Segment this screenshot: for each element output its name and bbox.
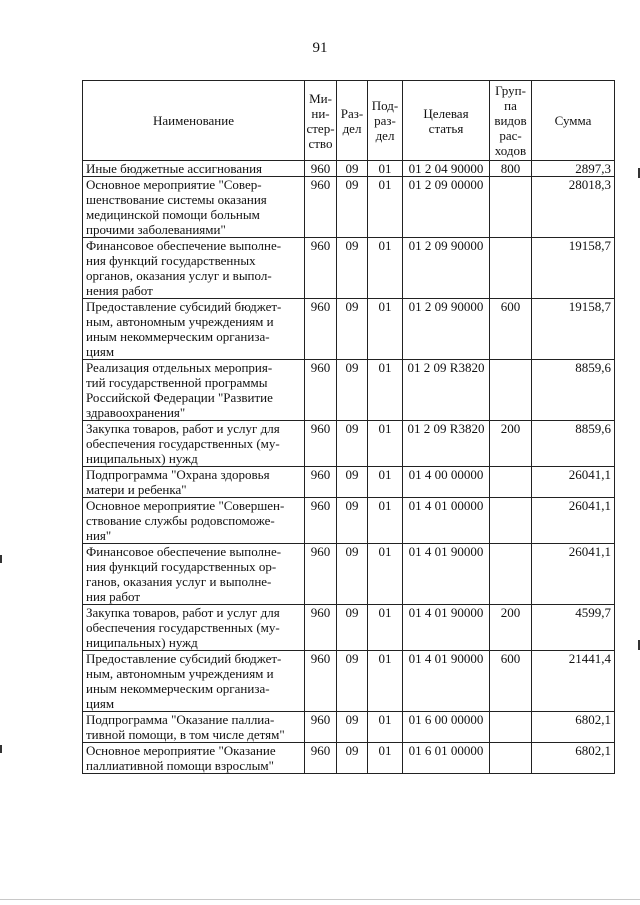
cell-target: 01 4 01 90000 <box>403 544 490 605</box>
cell-target: 01 4 00 00000 <box>403 467 490 498</box>
table-row <box>83 605 615 651</box>
cell-ministry: 960 <box>305 421 337 467</box>
cell-name: Финансовое обеспечение выполне- ния функций государственных органов, оказания услуг и выпол- нения работ <box>83 238 305 299</box>
cell-sum: 26041,1 <box>532 467 615 498</box>
scan-edge-mark <box>0 555 2 563</box>
cell-section: 09 <box>337 498 368 544</box>
cell-sum: 4599,7 <box>532 605 615 651</box>
cell-group <box>490 177 532 238</box>
cell-group: 800 <box>490 161 532 177</box>
cell-sum: 6802,1 <box>532 712 615 743</box>
table-row <box>83 299 615 360</box>
table-row <box>83 360 615 421</box>
cell-section: 09 <box>337 238 368 299</box>
cell-ministry: 960 <box>305 605 337 651</box>
cell-section: 09 <box>337 467 368 498</box>
cell-section: 09 <box>337 712 368 743</box>
table-row <box>83 177 615 238</box>
cell-ministry: 960 <box>305 238 337 299</box>
table-row <box>83 421 615 467</box>
budget-table <box>82 80 615 774</box>
table-row <box>83 467 615 498</box>
cell-subsection: 01 <box>368 712 403 743</box>
cell-target: 01 6 00 00000 <box>403 712 490 743</box>
cell-section: 09 <box>337 743 368 774</box>
header-target: Целевая статья <box>403 81 490 161</box>
cell-name: Подпрограмма "Оказание паллиа- тивной помощи, в том числе детям" <box>83 712 305 743</box>
cell-group: 200 <box>490 605 532 651</box>
cell-target: 01 2 09 R3820 <box>403 360 490 421</box>
scan-bottom-line <box>0 899 640 900</box>
cell-target: 01 2 09 R3820 <box>403 421 490 467</box>
cell-target: 01 6 01 00000 <box>403 743 490 774</box>
cell-group: 600 <box>490 299 532 360</box>
cell-ministry: 960 <box>305 360 337 421</box>
cell-subsection: 01 <box>368 544 403 605</box>
cell-subsection: 01 <box>368 498 403 544</box>
cell-subsection: 01 <box>368 161 403 177</box>
cell-group <box>490 712 532 743</box>
cell-target: 01 2 09 90000 <box>403 238 490 299</box>
cell-ministry: 960 <box>305 299 337 360</box>
cell-group <box>490 467 532 498</box>
cell-name: Иные бюджетные ассигнования <box>83 161 305 177</box>
header-name: Наименование <box>83 81 305 161</box>
cell-section: 09 <box>337 544 368 605</box>
header-sum: Сумма <box>532 81 615 161</box>
cell-name: Основное мероприятие "Оказание паллиативной помощи взрослым" <box>83 743 305 774</box>
cell-sum: 26041,1 <box>532 544 615 605</box>
header-subsection: Под- раз- дел <box>368 81 403 161</box>
page-number: 91 <box>312 40 328 56</box>
cell-name: Предоставление субсидий бюджет- ным, автономным учреждениям и иным некоммерческим организа- циям <box>83 651 305 712</box>
cell-name: Предоставление субсидий бюджет- ным, автономным учреждениям и иным некоммерческим организа- циям <box>83 299 305 360</box>
cell-sum: 6802,1 <box>532 743 615 774</box>
cell-ministry: 960 <box>305 544 337 605</box>
cell-target: 01 2 04 90000 <box>403 161 490 177</box>
table-row <box>83 651 615 712</box>
table-row <box>83 498 615 544</box>
cell-subsection: 01 <box>368 238 403 299</box>
cell-target: 01 4 01 90000 <box>403 605 490 651</box>
cell-group <box>490 238 532 299</box>
cell-sum: 19158,7 <box>532 238 615 299</box>
cell-ministry: 960 <box>305 161 337 177</box>
cell-target: 01 2 09 90000 <box>403 299 490 360</box>
scan-edge-mark <box>0 745 2 753</box>
cell-section: 09 <box>337 421 368 467</box>
cell-subsection: 01 <box>368 360 403 421</box>
table-body <box>83 161 615 774</box>
cell-group: 600 <box>490 651 532 712</box>
cell-ministry: 960 <box>305 177 337 238</box>
cell-group <box>490 544 532 605</box>
cell-name: Закупка товаров, работ и услуг для обеспечения государственных (му- ниципальных) нужд <box>83 421 305 467</box>
cell-sum: 21441,4 <box>532 651 615 712</box>
cell-subsection: 01 <box>368 177 403 238</box>
cell-target: 01 2 09 00000 <box>403 177 490 238</box>
cell-ministry: 960 <box>305 712 337 743</box>
cell-group <box>490 498 532 544</box>
cell-group: 200 <box>490 421 532 467</box>
header-section: Раз- дел <box>337 81 368 161</box>
cell-name: Финансовое обеспечение выполне- ния функций государственных ор- ганов, оказания услуг и выполне- ния работ <box>83 544 305 605</box>
cell-ministry: 960 <box>305 651 337 712</box>
cell-sum: 8859,6 <box>532 421 615 467</box>
cell-subsection: 01 <box>368 467 403 498</box>
cell-sum: 26041,1 <box>532 498 615 544</box>
cell-section: 09 <box>337 177 368 238</box>
cell-subsection: 01 <box>368 421 403 467</box>
cell-sum: 8859,6 <box>532 360 615 421</box>
table-row <box>83 238 615 299</box>
cell-ministry: 960 <box>305 498 337 544</box>
cell-ministry: 960 <box>305 467 337 498</box>
cell-section: 09 <box>337 299 368 360</box>
cell-group <box>490 360 532 421</box>
cell-name: Реализация отдельных мероприя- тий государственной программы Российской Федерации "Развитие здравоохранения" <box>83 360 305 421</box>
cell-name: Подпрограмма "Охрана здоровья матери и ребенка" <box>83 467 305 498</box>
header-ministry: Ми- ни- стер- ство <box>305 81 337 161</box>
cell-section: 09 <box>337 360 368 421</box>
cell-target: 01 4 01 00000 <box>403 498 490 544</box>
header-group: Груп- па видов рас- ходов <box>490 81 532 161</box>
cell-name: Основное мероприятие "Совер- шенствование системы оказания медицинской помощи больным прочими заболеваниями" <box>83 177 305 238</box>
cell-target: 01 4 01 90000 <box>403 651 490 712</box>
cell-sum: 19158,7 <box>532 299 615 360</box>
table-row <box>83 544 615 605</box>
cell-section: 09 <box>337 161 368 177</box>
cell-group <box>490 743 532 774</box>
cell-sum: 28018,3 <box>532 177 615 238</box>
cell-name: Закупка товаров, работ и услуг для обеспечения государственных (му- ниципальных) нужд <box>83 605 305 651</box>
cell-ministry: 960 <box>305 743 337 774</box>
cell-name: Основное мероприятие "Совершен- ствование службы родовспоможе- ния" <box>83 498 305 544</box>
cell-subsection: 01 <box>368 651 403 712</box>
table-header-row <box>83 81 615 161</box>
table-row <box>83 712 615 743</box>
cell-section: 09 <box>337 651 368 712</box>
cell-sum: 2897,3 <box>532 161 615 177</box>
cell-subsection: 01 <box>368 743 403 774</box>
cell-subsection: 01 <box>368 299 403 360</box>
table-row <box>83 161 615 177</box>
cell-section: 09 <box>337 605 368 651</box>
cell-subsection: 01 <box>368 605 403 651</box>
table-row <box>83 743 615 774</box>
